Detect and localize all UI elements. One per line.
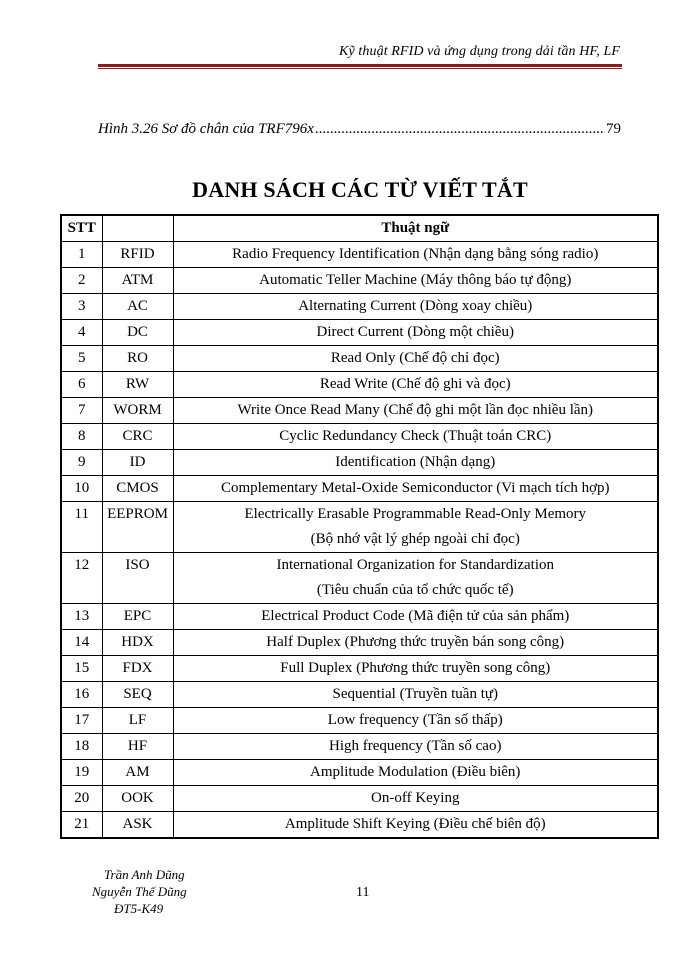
row-abbr: ISO	[102, 553, 173, 604]
header-rule-thin	[98, 68, 622, 69]
row-abbr: WORM	[102, 398, 173, 424]
table-row	[61, 346, 658, 372]
row-abbr: HDX	[102, 630, 173, 656]
row-stt: 2	[61, 268, 102, 294]
row-term: Full Duplex (Phương thức truyền song công)	[173, 656, 658, 682]
table-row	[61, 682, 658, 708]
row-term-line: (Bộ nhớ vật lý ghép ngoài chỉ đọc)	[310, 531, 520, 547]
row-stt: 12	[61, 553, 102, 604]
table-row	[61, 268, 658, 294]
table-row	[61, 630, 658, 656]
table-row	[61, 294, 658, 320]
row-stt: 9	[61, 450, 102, 476]
row-abbr: ATM	[102, 268, 173, 294]
header-term: Thuật ngữ	[173, 215, 658, 242]
footer-author: Trần Anh Dũng	[104, 867, 185, 882]
row-term: On-off Keying	[173, 786, 658, 812]
row-term: Electrical Product Code (Mã điện tử của sản phẩm)	[173, 604, 658, 630]
row-term-line: Electrically Erasable Programmable Read-Only Memory	[244, 506, 587, 522]
abbreviations-table	[60, 214, 659, 839]
table-row	[61, 708, 658, 734]
row-abbr: FDX	[102, 656, 173, 682]
row-abbr: CRC	[102, 424, 173, 450]
table-header-row	[61, 215, 658, 242]
row-abbr: OOK	[102, 786, 173, 812]
table-row	[61, 812, 658, 839]
table-row	[61, 450, 658, 476]
row-term: High frequency (Tần số cao)	[173, 734, 658, 760]
row-term: Read Write (Chế độ ghi và đọc)	[173, 372, 658, 398]
row-term: Radio Frequency Identification (Nhận dạng bằng sóng radio)	[173, 242, 658, 268]
row-abbr: EEPROM	[102, 502, 173, 553]
toc-entry-page: 79	[606, 121, 621, 137]
header-abbr	[102, 215, 173, 242]
row-abbr: RO	[102, 346, 173, 372]
row-stt: 21	[61, 812, 102, 839]
row-term: Read Only (Chế độ chỉ đọc)	[173, 346, 658, 372]
table-row	[61, 398, 658, 424]
row-term: Complementary Metal-Oxide Semiconductor (Vi mạch tích hợp)	[173, 476, 658, 502]
row-abbr: CMOS	[102, 476, 173, 502]
row-term: Amplitude Modulation (Điều biên)	[173, 760, 658, 786]
table-row	[61, 502, 658, 553]
footer-authors	[92, 866, 187, 917]
table-row	[61, 734, 658, 760]
table-row	[61, 424, 658, 450]
row-stt: 16	[61, 682, 102, 708]
row-stt: 4	[61, 320, 102, 346]
row-term: Identification (Nhận dạng)	[173, 450, 658, 476]
row-term-line: International Organization for Standardization	[276, 557, 555, 573]
row-term: Half Duplex (Phương thức truyền bán song công)	[173, 630, 658, 656]
row-stt: 6	[61, 372, 102, 398]
row-stt: 20	[61, 786, 102, 812]
row-stt: 15	[61, 656, 102, 682]
footer-class: ĐT5-K49	[114, 901, 164, 916]
row-term	[173, 553, 658, 604]
row-stt: 19	[61, 760, 102, 786]
header-rule	[98, 64, 622, 67]
row-term: Direct Current (Dòng một chiều)	[173, 320, 658, 346]
row-abbr: AM	[102, 760, 173, 786]
row-term: Sequential (Truyền tuần tự)	[173, 682, 658, 708]
page-number: 11	[356, 885, 370, 900]
row-stt: 3	[61, 294, 102, 320]
row-stt: 5	[61, 346, 102, 372]
row-stt: 18	[61, 734, 102, 760]
row-stt: 8	[61, 424, 102, 450]
page-title: DANH SÁCH CÁC TỪ VIẾT TẮT	[192, 177, 528, 202]
row-term	[173, 502, 658, 553]
row-term-line: (Tiêu chuẩn của tổ chức quốc tế)	[316, 582, 514, 598]
toc-entry	[98, 121, 621, 138]
row-abbr: HF	[102, 734, 173, 760]
row-term: Automatic Teller Machine (Máy thông báo tự động)	[173, 268, 658, 294]
header-stt: STT	[61, 215, 102, 242]
row-term: Alternating Current (Dòng xoay chiều)	[173, 294, 658, 320]
row-abbr: SEQ	[102, 682, 173, 708]
row-term: Low frequency (Tần số thấp)	[173, 708, 658, 734]
row-abbr: RFID	[102, 242, 173, 268]
row-abbr: DC	[102, 320, 173, 346]
row-stt: 13	[61, 604, 102, 630]
table-row	[61, 372, 658, 398]
table-row	[61, 320, 658, 346]
table-row	[61, 786, 658, 812]
toc-leader-dots	[315, 121, 605, 138]
row-abbr: AC	[102, 294, 173, 320]
row-term: Cyclic Redundancy Check (Thuật toán CRC)	[173, 424, 658, 450]
table-row	[61, 760, 658, 786]
table-row	[61, 476, 658, 502]
table-row	[61, 242, 658, 268]
row-stt: 10	[61, 476, 102, 502]
row-term: Write Once Read Many (Chế độ ghi một lần đọc nhiều lần)	[173, 398, 658, 424]
row-abbr: ID	[102, 450, 173, 476]
row-stt: 17	[61, 708, 102, 734]
table-row	[61, 604, 658, 630]
table-row	[61, 656, 658, 682]
row-abbr: EPC	[102, 604, 173, 630]
row-abbr: RW	[102, 372, 173, 398]
row-abbr: ASK	[102, 812, 173, 839]
row-stt: 1	[61, 242, 102, 268]
footer-author: Nguyễn Thế Dũng	[92, 884, 187, 899]
table-row	[61, 553, 658, 604]
row-term: Amplitude Shift Keying (Điều chế biên độ)	[173, 812, 658, 839]
running-header: Kỹ thuật RFID và ứng dụng trong dải tần HF, LF	[339, 44, 620, 59]
row-stt: 11	[61, 502, 102, 553]
row-abbr: LF	[102, 708, 173, 734]
row-stt: 7	[61, 398, 102, 424]
row-stt: 14	[61, 630, 102, 656]
toc-entry-label: Hình 3.26 Sơ đồ chân của TRF796x	[98, 121, 314, 137]
